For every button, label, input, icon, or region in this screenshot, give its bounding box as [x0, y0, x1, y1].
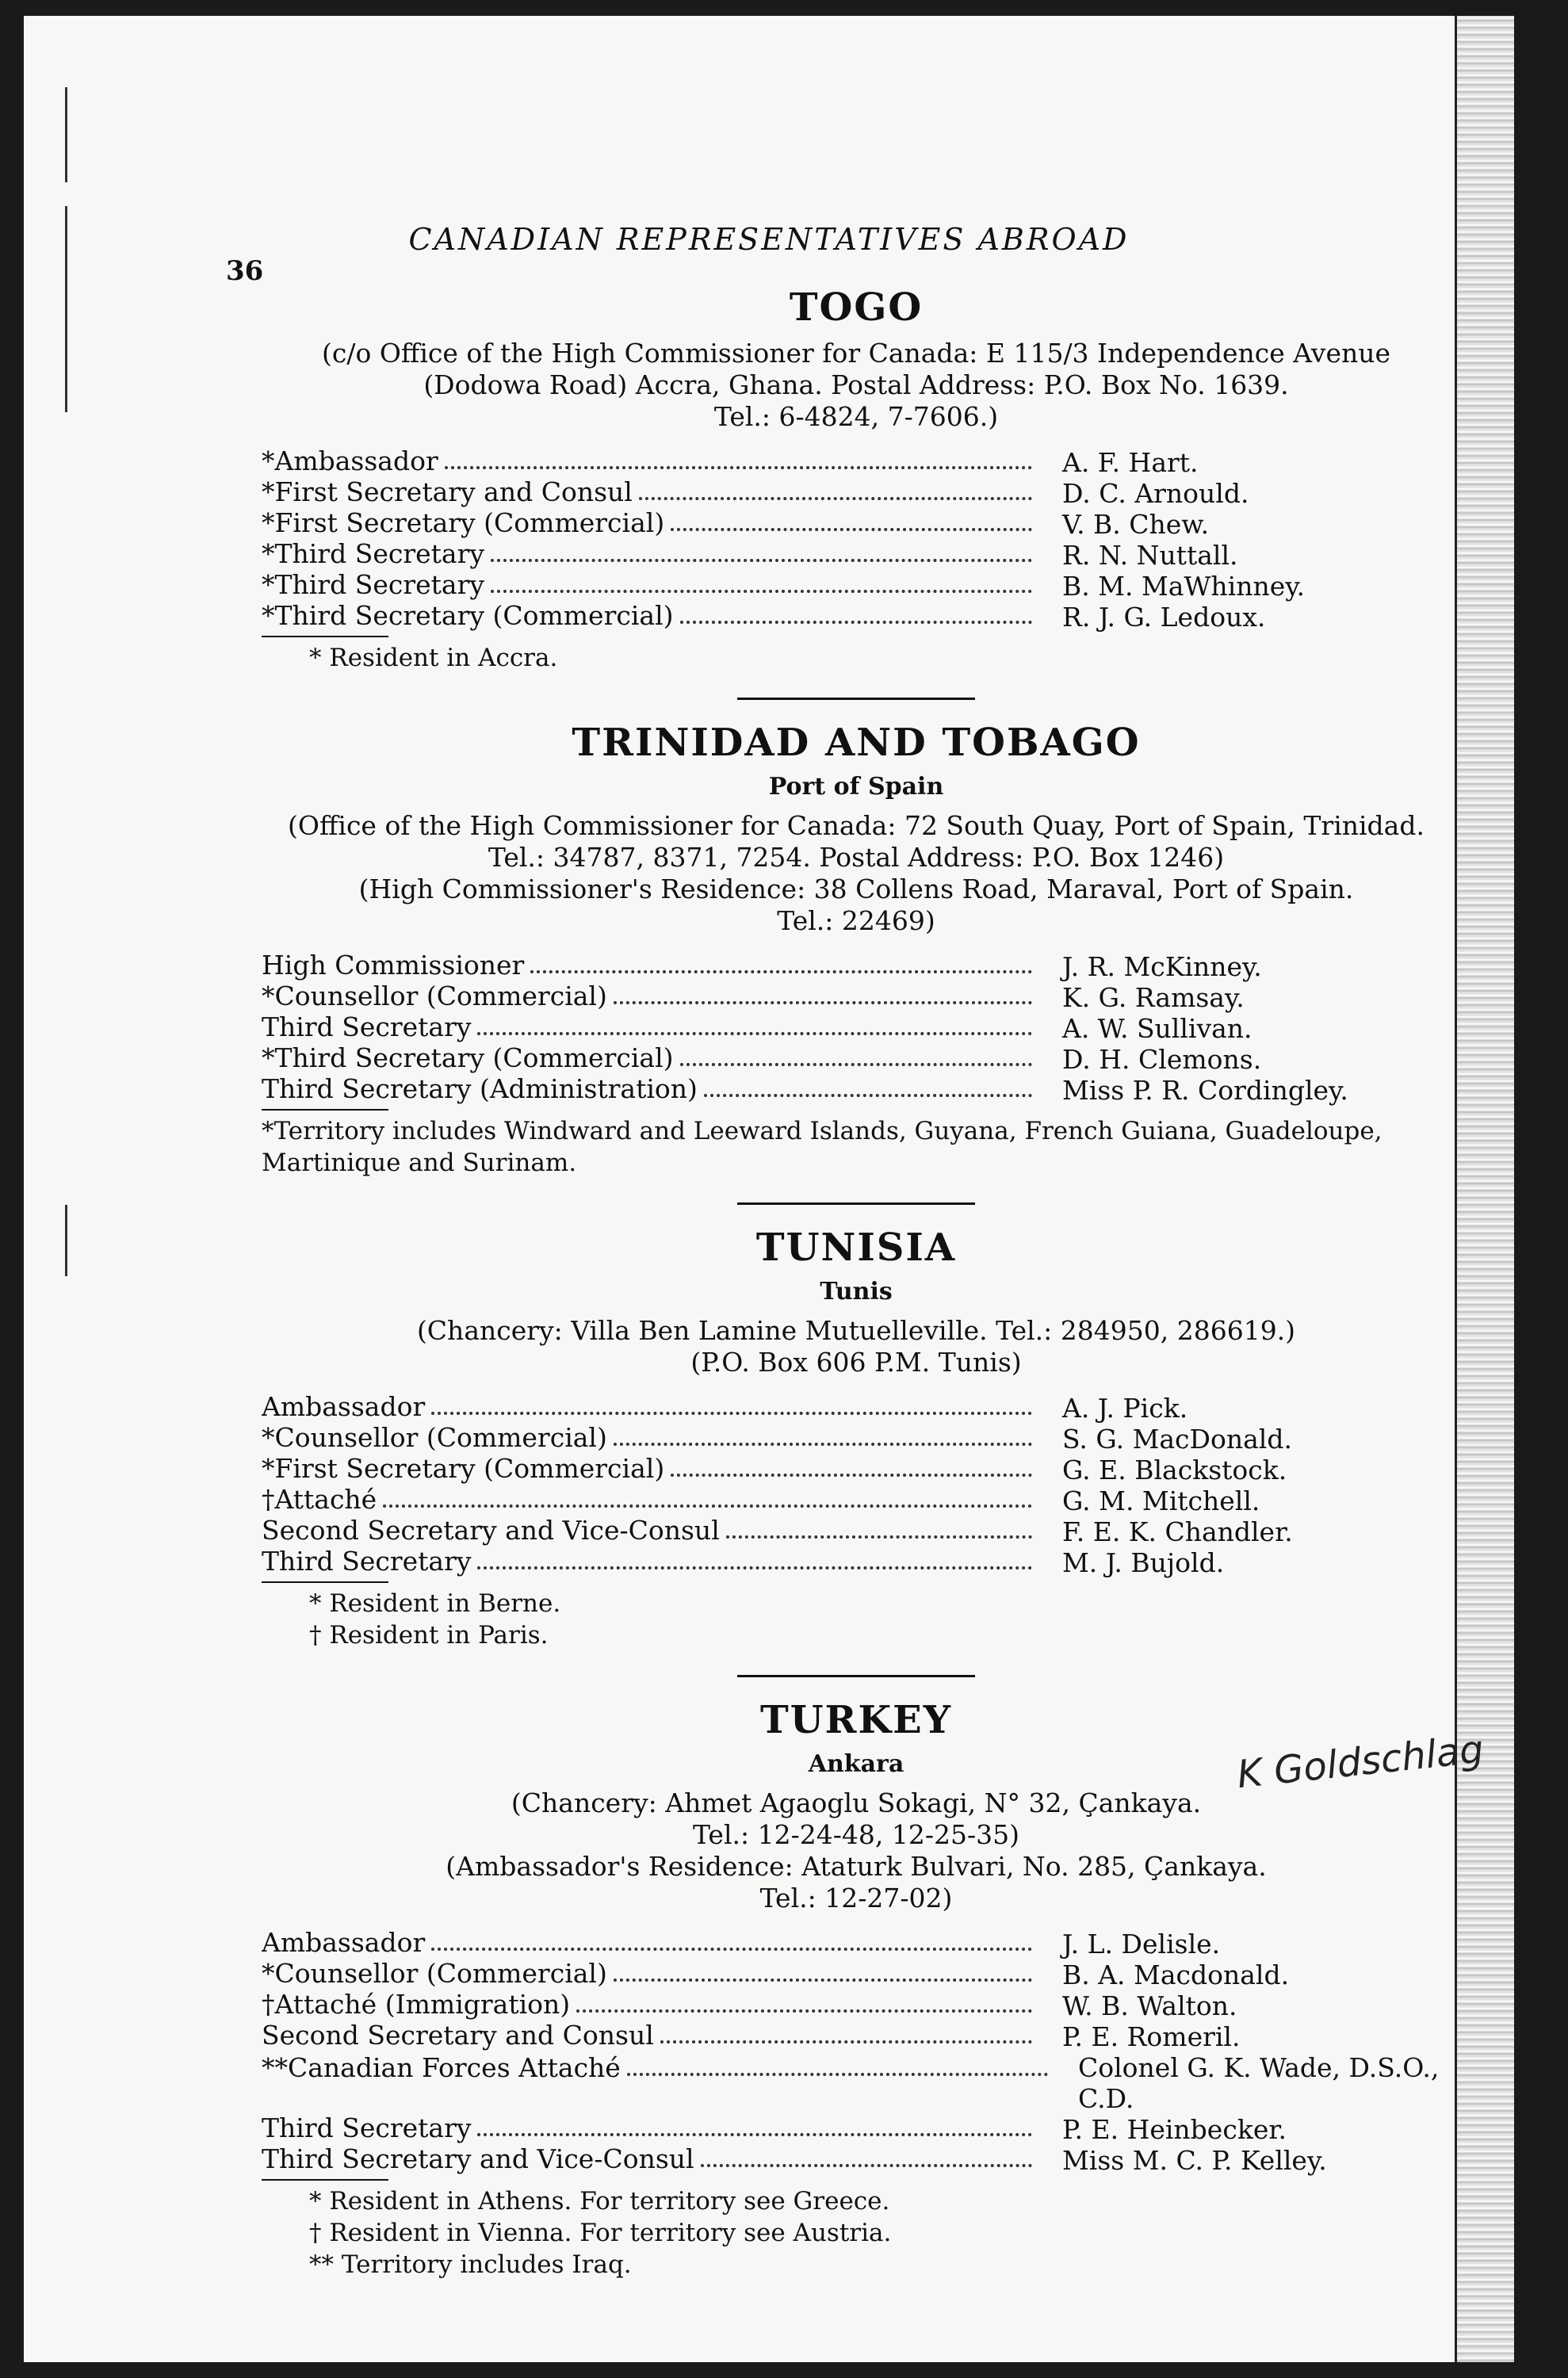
staff-name: J. L. Delisle.	[1062, 1929, 1221, 1959]
address-line: Tel.: 34787, 8371, 7254. Postal Address: P.O. Box 1246)	[488, 842, 1225, 873]
staff-role: Third Secretary (Administration)	[262, 1073, 698, 1104]
address-line: Tel.: 22469)	[777, 905, 935, 936]
address-line: (Chancery: Ahmet Agaoglu Sokagi, N° 32, Çankaya.	[511, 1787, 1202, 1818]
staff-row	[262, 1959, 1451, 1990]
staff-name: G. E. Blackstock.	[1062, 1455, 1287, 1485]
footnote: ** Territory includes Iraq.	[309, 2250, 632, 2279]
section-title: TUNISIA	[755, 1225, 957, 1270]
document-page	[24, 16, 1514, 2362]
staff-role: **Canadian Forces Attaché	[262, 2052, 621, 2083]
staff-list	[262, 951, 1451, 1106]
staff-role: Third Secretary and Vice-Consul	[262, 2143, 694, 2174]
address-line: Tel.: 12-27-02)	[759, 1883, 953, 1913]
staff-role: *Third Secretary (Commercial)	[262, 600, 674, 631]
staff-row	[262, 1424, 1451, 1455]
staff-name: D. H. Clemons.	[1062, 1044, 1262, 1075]
handwritten-annotation: K Goldschlag	[1234, 1726, 1486, 1798]
page-edge	[1455, 16, 1514, 2362]
footnote: † Resident in Vienna. For territory see Austria.	[309, 2219, 892, 2247]
staff-role: Second Secretary and Vice-Consul	[262, 1515, 720, 1546]
section-tunisia	[262, 1225, 1451, 1651]
staff-row	[262, 951, 1451, 982]
staff-row	[262, 1393, 1451, 1424]
footnote-rule	[262, 2179, 388, 2181]
address-line: (c/o Office of the High Commissioner for Canada: E 115/3 Independence Avenue	[321, 338, 1391, 369]
staff-role: *Counsellor (Commercial)	[262, 981, 607, 1011]
staff-role: Third Secretary	[262, 2112, 472, 2143]
staff-role: *First Secretary (Commercial)	[262, 1453, 665, 1484]
staff-name: P. E. Romeril.	[1062, 2021, 1241, 2052]
staff-row	[262, 602, 1451, 633]
staff-role: Second Secretary and Consul	[262, 2020, 654, 2051]
section-title: TOGO	[789, 285, 924, 330]
staff-row	[262, 2114, 1451, 2145]
footnote: † Resident in Paris.	[309, 1621, 549, 1650]
address-line: Tel.: 6-4824, 7-7606.)	[713, 401, 999, 432]
footnote: * Resident in Athens. For territory see Greece.	[309, 2187, 890, 2216]
section-divider	[737, 1202, 975, 1205]
city-name: Ankara	[808, 1750, 904, 1778]
staff-name: A. F. Hart.	[1062, 447, 1199, 478]
staff-row	[262, 2145, 1451, 2176]
staff-row	[262, 1455, 1451, 1485]
content	[262, 285, 1451, 2281]
staff-name: B. A. Macdonald.	[1062, 1959, 1290, 1990]
staff-role: Ambassador	[262, 1927, 426, 1958]
staff-role: Third Secretary	[262, 1011, 472, 1042]
staff-role: *Counsellor (Commercial)	[262, 1958, 607, 1989]
footnote-rule	[262, 636, 388, 637]
footnote-rule	[262, 1109, 388, 1111]
staff-name: M. J. Bujold.	[1062, 1547, 1225, 1578]
section-divider	[737, 1675, 975, 1677]
staff-name: Colonel G. K. Wade, D.S.O., C.D.	[1078, 2052, 1440, 2114]
staff-row	[262, 1075, 1451, 1106]
staff-list	[262, 1393, 1451, 1578]
address-line: (P.O. Box 606 P.M. Tunis)	[690, 1347, 1022, 1378]
address-line: (Chancery: Villa Ben Lamine Mutuelleville. Tel.: 284950, 286619.)	[416, 1315, 1296, 1346]
section-togo	[262, 285, 1451, 674]
staff-name: F. E. K. Chandler.	[1062, 1516, 1293, 1547]
staff-role: *Third Secretary	[262, 538, 484, 569]
staff-name: B. M. MaWhinney.	[1062, 571, 1305, 602]
staff-role: *Third Secretary	[262, 569, 484, 600]
staff-name: W. B. Walton.	[1062, 1990, 1237, 2021]
staff-role: Ambassador	[262, 1391, 426, 1422]
section-title: TURKEY	[759, 1698, 953, 1742]
staff-row	[262, 982, 1451, 1013]
staff-name: G. M. Mitchell.	[1062, 1485, 1260, 1516]
section-title: TRINIDAD AND TOBAGO	[572, 721, 1141, 765]
address-line: (Office of the High Commissioner for Canada: 72 South Quay, Port of Spain, Trinidad.	[288, 810, 1425, 841]
staff-role: *First Secretary (Commercial)	[262, 507, 665, 538]
footnote: * Resident in Accra.	[309, 644, 558, 672]
footnote: * Resident in Berne.	[309, 1589, 561, 1618]
page-number: 36	[226, 255, 264, 287]
footnote: *Territory includes Windward and Leeward Islands, Guyana, French Guiana, Guadeloupe, Martinique and Surinam.	[262, 1117, 1383, 1177]
staff-name: A. J. Pick.	[1062, 1393, 1188, 1424]
staff-row	[262, 478, 1451, 509]
staff-name: R. N. Nuttall.	[1062, 540, 1238, 571]
staff-role: †Attaché (Immigration)	[262, 1989, 571, 2020]
scan-mark	[65, 1205, 67, 1276]
staff-row	[262, 1516, 1451, 1547]
staff-row	[262, 1044, 1451, 1075]
city-name: Port of Spain	[768, 773, 944, 801]
staff-name: Miss M. C. P. Kelley.	[1062, 2145, 1327, 2176]
staff-row	[262, 571, 1451, 602]
staff-row	[262, 2052, 1451, 2114]
staff-role: *Third Secretary (Commercial)	[262, 1042, 674, 1073]
section-divider	[737, 698, 975, 700]
staff-row	[262, 540, 1451, 571]
staff-name: D. C. Arnould.	[1062, 478, 1249, 509]
staff-row	[262, 447, 1451, 478]
footnote-rule	[262, 1581, 388, 1583]
city-name: Tunis	[820, 1278, 893, 1306]
staff-role: *First Secretary and Consul	[262, 476, 633, 507]
staff-row	[262, 2021, 1451, 2052]
address-line: (Dodowa Road) Accra, Ghana. Postal Address: P.O. Box No. 1639.	[423, 369, 1289, 400]
staff-row	[262, 1990, 1451, 2021]
staff-list	[262, 447, 1451, 633]
staff-row	[262, 509, 1451, 540]
address-line: (Ambassador's Residence: Ataturk Bulvari, No. 285, Çankaya.	[446, 1851, 1267, 1882]
staff-name: V. B. Chew.	[1062, 509, 1210, 540]
address-line: (High Commissioner's Residence: 38 Collens Road, Maraval, Port of Spain.	[358, 874, 1354, 904]
scan-mark	[65, 87, 67, 182]
running-head	[24, 198, 1514, 287]
staff-row	[262, 1485, 1451, 1516]
staff-name: Miss P. R. Cordingley.	[1062, 1075, 1348, 1106]
staff-row	[262, 1547, 1451, 1578]
staff-name: A. W. Sullivan.	[1062, 1013, 1252, 1044]
staff-name: J. R. McKinney.	[1062, 951, 1262, 982]
staff-name: R. J. G. Ledoux.	[1062, 602, 1266, 633]
section-trinidad-and-tobago	[262, 721, 1451, 1179]
staff-role: †Attaché	[262, 1484, 377, 1515]
address-line: Tel.: 12-24-48, 12-25-35)	[692, 1819, 1020, 1850]
staff-role: High Commissioner	[262, 950, 525, 981]
running-title: CANADIAN REPRESENTATIVES ABROAD	[408, 222, 1130, 257]
staff-name: S. G. MacDonald.	[1062, 1424, 1292, 1455]
staff-name: K. G. Ramsay.	[1062, 982, 1245, 1013]
staff-row	[262, 1929, 1451, 1959]
staff-name: P. E. Heinbecker.	[1062, 2114, 1287, 2145]
staff-role: Third Secretary	[262, 1546, 472, 1577]
staff-role: *Counsellor (Commercial)	[262, 1422, 607, 1453]
staff-role: *Ambassador	[262, 445, 438, 476]
staff-row	[262, 1013, 1451, 1044]
staff-list	[262, 1929, 1451, 2176]
